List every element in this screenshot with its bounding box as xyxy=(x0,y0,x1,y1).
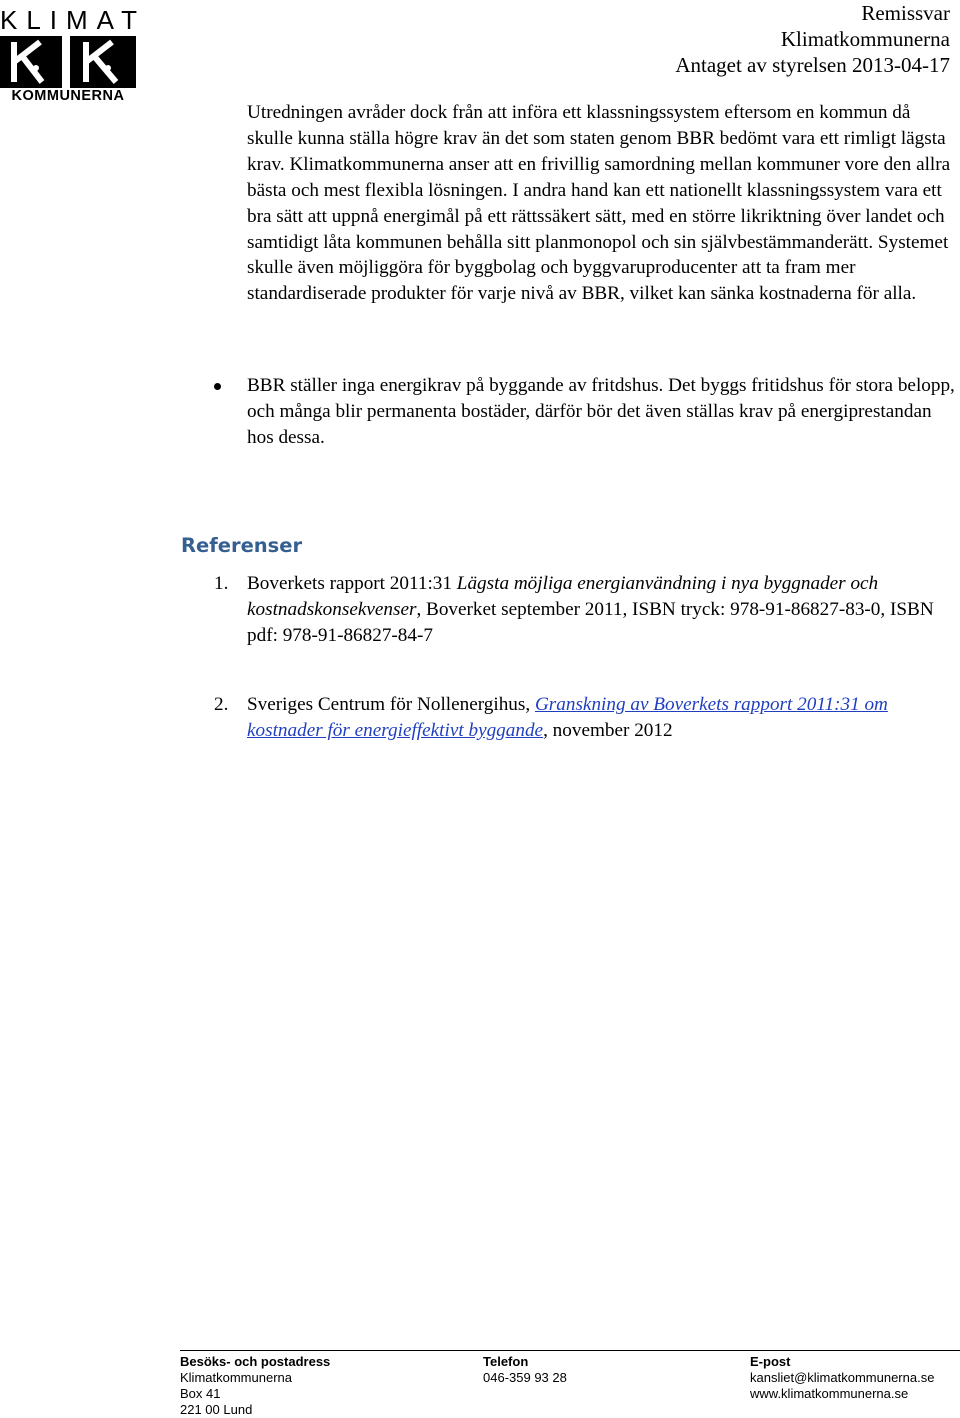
logo-bottom-text: KOMMUNERNA xyxy=(11,88,125,104)
reference-number: 1. xyxy=(214,573,229,594)
footer-phone-number: 046-359 93 28 xyxy=(483,1370,567,1385)
footer-phone-heading: Telefon xyxy=(483,1354,529,1369)
footer-address-line: Box 41 xyxy=(180,1386,221,1401)
klimatkommunerna-logo xyxy=(0,5,146,106)
document-header xyxy=(675,0,950,78)
reference-text-before: Boverkets rapport 2011:31 xyxy=(247,573,457,594)
reference-number: 2. xyxy=(214,694,229,715)
footer-email xyxy=(750,1354,934,1402)
body-paragraph: Utredningen avråder dock från att införa ett klassningssystem eftersom en kommun då skulle kunna ställa högre krav än det som staten genom BBR bedömt vara ett rimligt lägsta krav. Klimatkommunerna anser att en frivillig samordning mellan kommuner vore den allra bästa och mest flexibla lösningen. I andra hand kan ett nationellt klassningssystem vara ett bra sätt att uppnå energimål på ett rättssäkert sätt, med en större likriktning över landet och samtidigt låta kommunen behålla sitt planmonopol och sin självbestämmanderätt. Systemet skulle även möjliggöra för byggbolag och byggvaruproducenter att ta fram mer standardiserade produkter för varje nivå av BBR, vilket kan sänka kostnaderna för alla. xyxy=(247,102,951,305)
footer-address xyxy=(180,1354,330,1418)
footer-email-address[interactable]: kansliet@klimatkommunerna.se xyxy=(750,1370,935,1385)
reference-title: Lägsta möjliga energianvändning i nya byggnader och kostnadskonsekvenser xyxy=(247,573,879,620)
adopted-date: Antaget av styrelsen 2013-04-17 xyxy=(675,53,950,77)
reference-text xyxy=(247,571,959,649)
reference-text-before: Sveriges Centrum för Nollenergihus, xyxy=(247,694,535,715)
reference-link[interactable]: Granskning av Boverkets rapport 2011:31 om kostnader för energieffektivt byggande xyxy=(247,694,888,741)
document-type: Remissvar xyxy=(861,1,950,25)
reference-text-after: , Boverket september 2011, ISBN tryck: 978-91-86827-83-0, ISBN pdf: 978-91-86827-84-7 xyxy=(247,598,934,646)
logo-kk-mark xyxy=(0,36,136,88)
footer-divider xyxy=(180,1350,960,1351)
bullet-icon xyxy=(214,383,221,390)
reference-text xyxy=(247,692,959,744)
organization-name: Klimatkommunerna xyxy=(780,27,950,51)
bullet-text: BBR ställer inga energikrav på byggande av fritdshus. Det byggs fritidshus för stora belopp, och många blir permanenta bostäder, därför bör det även ställas krav på energiprestandan hos dessa. xyxy=(247,375,955,448)
references-heading: Referenser xyxy=(181,534,303,557)
footer-address-heading: Besöks- och postadress xyxy=(180,1354,331,1369)
footer-website[interactable]: www.klimatkommunerna.se xyxy=(750,1386,909,1401)
footer-email-heading: E-post xyxy=(750,1354,791,1369)
logo-top-text: KLIMAT xyxy=(0,5,146,35)
footer-address-line: 221 00 Lund xyxy=(180,1402,253,1417)
footer-address-line: Klimatkommunerna xyxy=(180,1370,292,1385)
reference-text-after: , november 2012 xyxy=(543,719,673,741)
footer-phone xyxy=(483,1354,567,1386)
